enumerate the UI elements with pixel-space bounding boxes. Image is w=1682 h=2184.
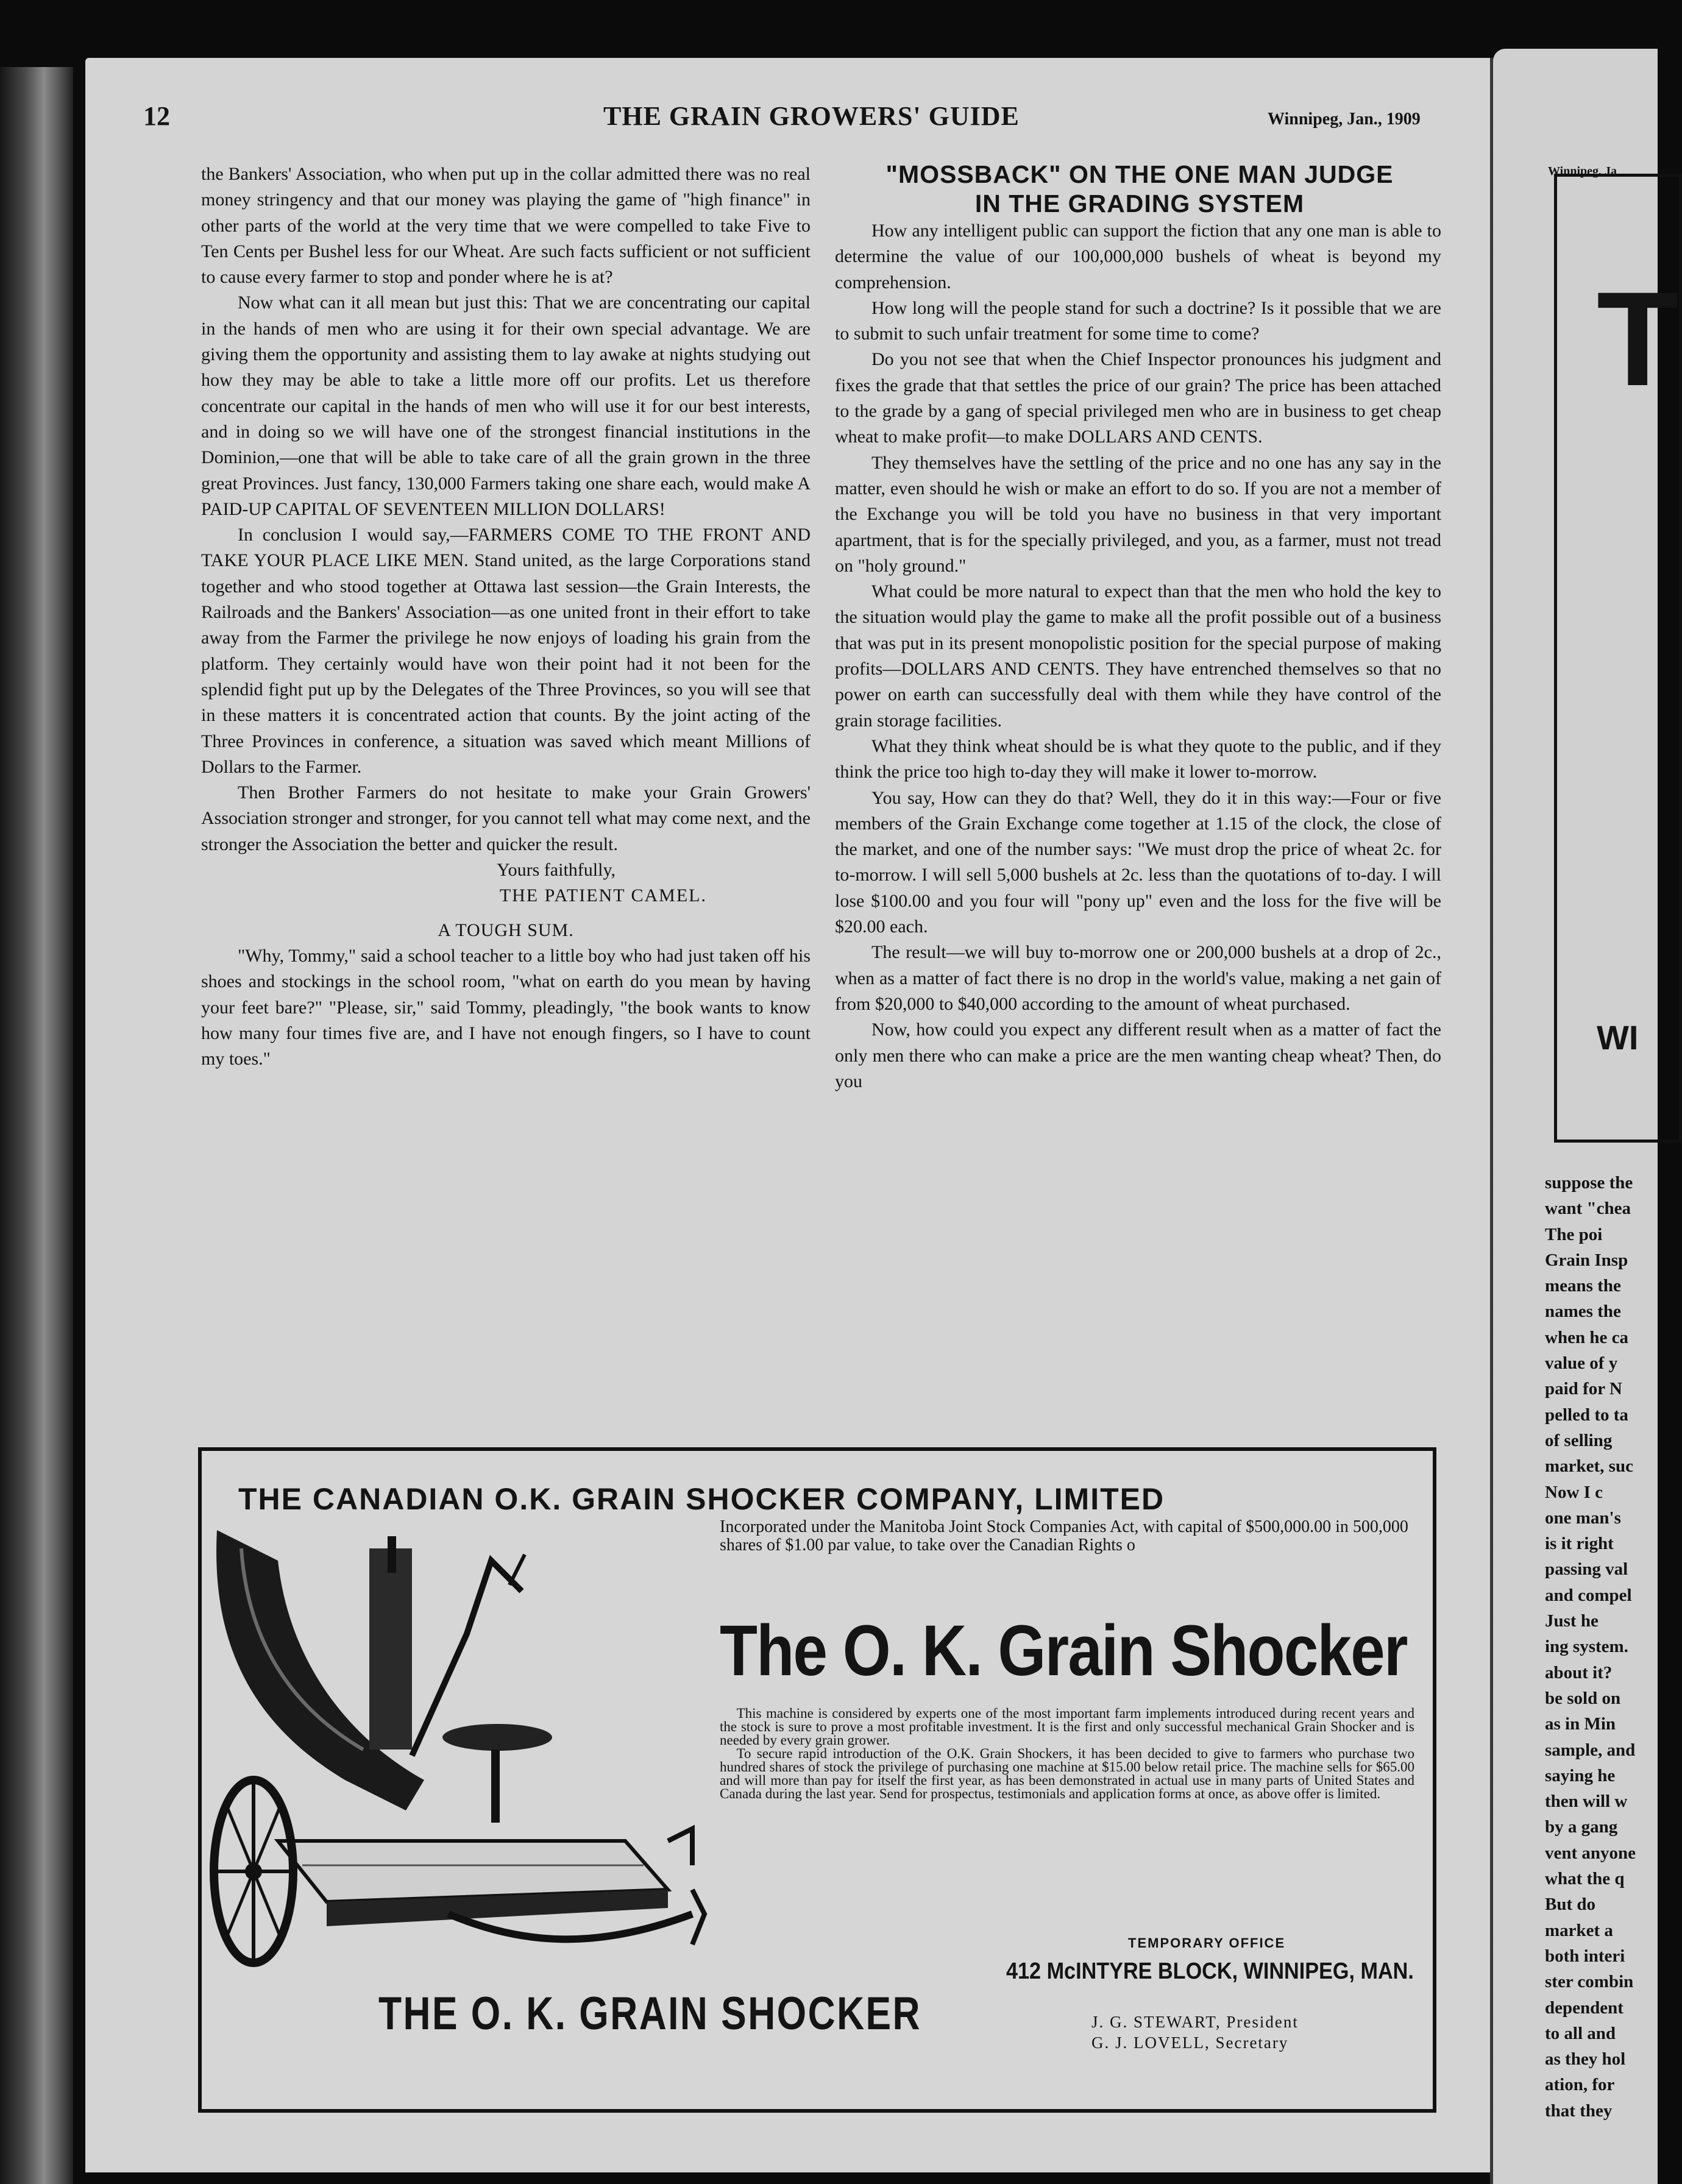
grain-shocker-advertisement bbox=[198, 1447, 1436, 2113]
facing-page-line: Grain Insp bbox=[1545, 1250, 1628, 1270]
facing-page-line: means the bbox=[1545, 1276, 1621, 1296]
facing-page-line: paid for N bbox=[1545, 1379, 1622, 1399]
ad-officers bbox=[1091, 2012, 1299, 2053]
facing-page-line: want "chea bbox=[1545, 1199, 1631, 1219]
facing-page-line: market, suc bbox=[1545, 1456, 1633, 1477]
ad-body-text bbox=[720, 1707, 1414, 1801]
article-paragraph: The result—we will buy to-morrow one or 200,000 bushels at a drop of 2c., when as a matter of fact there is no drop in the world's value, making a net gain of from $20,000 to $40,000 according to the amount of wheat purchased. bbox=[835, 942, 1441, 1014]
facing-page-line: that they bbox=[1545, 2101, 1613, 2121]
letter-paragraph: the Bankers' Association, who when put up in the collar admitted there was no real money stringency and that our money was playing the game of "high finance" in other parts of the world at the very time that we were compelled to take Five to Ten Cents per Bushel less for our Wheat. Are such facts sufficient or not sufficient to cause every farmer to stop and ponder where he is at? bbox=[201, 164, 811, 288]
facing-page-line: names the bbox=[1545, 1302, 1621, 1322]
ad-illustration-caption: THE O. K. GRAIN SHOCKER bbox=[378, 1988, 922, 2040]
article-paragraph: Now, how could you expect any different result when as a matter of fact the only men there who can make a price are the men wanting cheap wheat? Then, do you bbox=[835, 1019, 1441, 1091]
facing-page-line: dependent bbox=[1545, 1998, 1623, 2018]
letter-paragraph: Then Brother Farmers do not hesitate to make your Grain Growers' Association stronger and stronger, for you cannot tell what may come next, and the stronger the Association the better and quicker the result. bbox=[201, 782, 811, 854]
facing-page-line: passing val bbox=[1545, 1559, 1628, 1580]
facing-page-line: The poi bbox=[1545, 1224, 1603, 1244]
book-binding bbox=[0, 67, 73, 2184]
facing-page-ad-letter: T bbox=[1597, 264, 1679, 414]
facing-page-line: of selling bbox=[1545, 1430, 1613, 1450]
facing-page-line: as they hol bbox=[1545, 2049, 1626, 2069]
facing-page-line: about it? bbox=[1545, 1662, 1613, 1682]
facing-page-line: is it right bbox=[1545, 1534, 1614, 1554]
facing-page-line: ster combin bbox=[1545, 1972, 1634, 1992]
facing-page-line: vent anyone bbox=[1545, 1843, 1636, 1863]
facing-page-line: value of y bbox=[1545, 1353, 1618, 1374]
facing-page-line: as in Min bbox=[1545, 1714, 1616, 1734]
facing-page-line: pelled to ta bbox=[1545, 1405, 1628, 1425]
facing-page-line: one man's bbox=[1545, 1508, 1621, 1528]
letter-paragraph: Now what can it all mean but just this: That we are concentrating our capital in the hands of men who are using it for their own special advantage. We are giving them the opportunity and assisting them to lay awake at nights studying out how they may be able to take a little more off our profits. Let us therefore concentrate our capital in the hands of men who will use it for our best interests, and in doing so we will have one of the strongest financial institutions in the Dominion,—one that will be able to take care of all the grain grown in the three great Provinces. Just fancy, 130,000 Farmers taking one share each, would make A PAID-UP CAPITAL OF SEVENTEEN MILLION DOLLARS! bbox=[201, 292, 811, 519]
article-paragraph: They themselves have the settling of the price and no one has any say in the matter, even should he wish or make an effort to do so. If you are not a member of the Exchange you will be told you have no business in that very important apartment, that is for the specially privileged, and you, as a farmer, must not tread on "holy ground." bbox=[835, 452, 1441, 576]
letter-signature: THE PATIENT CAMEL. bbox=[499, 885, 707, 906]
facing-page-line: But do bbox=[1545, 1895, 1596, 1915]
grain-shocker-illustration bbox=[205, 1524, 717, 1975]
article-paragraph: What they think wheat should be is what they quote to the public, and if they think the price too high to-day they will make it lower to-morrow. bbox=[835, 736, 1441, 782]
article-paragraph: What could be more natural to expect than that the men who hold the key to the situation would play the game to make all the profit possible out of a business that was put in its present monopolistic position for the special purpose of making profits—DOLLARS AND CENTS. They have entrenched themselves so that no power on earth can successfully deal with them while they have control of the grain storage facilities. bbox=[835, 581, 1441, 731]
facing-page-line: to all and bbox=[1545, 2023, 1616, 2043]
article-paragraph: How long will the people stand for such a doctrine? Is it possible that we are to submit to such unfair treatment for some time to come? bbox=[835, 297, 1441, 344]
facing-page-line: by a gang bbox=[1545, 1817, 1618, 1837]
facing-page-line: when he ca bbox=[1545, 1327, 1628, 1347]
facing-page-line: suppose the bbox=[1545, 1173, 1633, 1193]
article-paragraph: How any intelligent public can support the fiction that any one man is able to determine the value of our 100,000,000 bushels of wheat is beyond my comprehension. bbox=[835, 221, 1441, 292]
facing-page-ad-word: WI bbox=[1597, 1018, 1639, 1057]
facing-page-line: sample, and bbox=[1545, 1740, 1636, 1760]
facing-page-header: Winnipeg, Ja bbox=[1548, 165, 1617, 178]
ad-secretary: G. J. LOVELL, Secretary bbox=[1091, 2033, 1289, 2052]
ad-body-paragraph: To secure rapid introduction of the O.K. Grain Shockers, it has been decided to give to farmers who purchase two hundred shares of stock the privilege of purchasing one machine at $15.00 below retail price. The machine sells for $65.00 and will more than pay for itself the first year, as has been demonstrated in actual use in many parts of United States and Canada during the last year. Send for prospectus, testimonials and application forms at once, as above offer is limited. bbox=[720, 1746, 1414, 1801]
ad-office-label: TEMPORARY OFFICE bbox=[1128, 1935, 1286, 1951]
facing-page-line: market a bbox=[1545, 1920, 1613, 1940]
ad-president: J. G. STEWART, President bbox=[1091, 2013, 1299, 2031]
facing-page bbox=[1493, 49, 1679, 2184]
facing-page-line: saying he bbox=[1545, 1765, 1616, 1785]
headline-line-2: IN THE GRADING SYSTEM bbox=[974, 190, 1305, 218]
publication-title: THE GRAIN GROWERS' GUIDE bbox=[603, 101, 1020, 131]
letter-paragraph: In conclusion I would say,—FARMERS COME TO THE FRONT AND TAKE YOUR PLACE LIKE MEN. Stand united, as the large Corporations stand together and who stood together at Ottawa last session—the Grain Interests, the Railroads and the Bankers' Association—as one united front in their effort to take away from the Farmer the privilege he now enjoys of loading his grain from the platform. They certainly would have won their point had it not been for the splendid fight put up by the Delegates of the Three Provinces, so you will see that in these matters it is concentrated action that counts. By the joint acting of the Three Provinces in conference, a situation was saved which meant Millions of Dollars to the Farmer. bbox=[201, 525, 811, 777]
letter-closing: Yours faithfully, bbox=[496, 860, 616, 881]
facing-page-text bbox=[1545, 1170, 1667, 2124]
facing-page-line: then will w bbox=[1545, 1792, 1628, 1812]
facing-page-line: ation, for bbox=[1545, 2075, 1615, 2095]
facing-page-line: what the q bbox=[1545, 1869, 1625, 1889]
ad-body-paragraph: This machine is considered by experts one of the most important farm implements introduced during recent years and the stock is sure to prove a most profitable investment. It is the first and only successful mechanical Grain Shocker and is needed by every grain grower. bbox=[720, 1706, 1414, 1748]
facing-page-line: Just he bbox=[1545, 1611, 1599, 1631]
facing-page-line: Now I c bbox=[1545, 1482, 1603, 1502]
ad-incorporation-note: Incorporated under the Manitoba Joint Stock Companies Act, with capital of $500,000.00 in 500,000 shares of $1.00 par value, to take over the Canadian Rights o bbox=[720, 1517, 1408, 1555]
headline-line-1: "MOSSBACK" ON THE ONE MAN JUDGE bbox=[885, 160, 1394, 188]
facing-page-line: both interi bbox=[1545, 1946, 1625, 1966]
letter-column bbox=[201, 161, 811, 1072]
ad-office-address: 412 McINTYRE BLOCK, WINNIPEG, MAN. bbox=[1006, 1959, 1414, 1984]
article-headline bbox=[835, 160, 1444, 218]
ad-company-name: THE CANADIAN O.K. GRAIN SHOCKER COMPANY, LIMITED bbox=[238, 1482, 1165, 1516]
facing-page-line: and compel bbox=[1545, 1585, 1632, 1605]
facing-page-line: ing system. bbox=[1545, 1637, 1628, 1657]
issue-date: Winnipeg, Jan., 1909 bbox=[1268, 110, 1421, 129]
anecdote-title: A TOUGH SUM. bbox=[438, 920, 574, 940]
page-number: 12 bbox=[143, 101, 170, 131]
article-column bbox=[835, 218, 1441, 1094]
article-paragraph: Do you not see that when the Chief Inspector pronounces his judgment and fixes the grade that that settles the price of our grain? The price has been attached to the grade by a gang of special privileged men who are in business to get cheap wheat to make profit—to make DOLLARS AND CENTS. bbox=[835, 349, 1441, 447]
anecdote-text: "Why, Tommy," said a school teacher to a little boy who had just taken off his shoes and stockings in the school room, "what on earth do you mean by having your feet bare?" "Please, sir," said Tommy, pleadingly, "the book wants to know how many four times five are, and I have not enough fingers, so I have to count my toes." bbox=[201, 945, 811, 1069]
article-paragraph: You say, How can they do that? Well, they do it in this way:—Four or five members of the Grain Exchange come together at 1.15 of the clock, the close of the market, and one of the number says: "We must drop the price of wheat 2c. for to-morrow. I will sell 5,000 bushels at 2c. less than the quotations of to-day. I will lose $100.00 and you four will "pony up" even and the loss for the five will be $20.00 each. bbox=[835, 787, 1441, 937]
ad-product-name: The O. K. Grain Shocker bbox=[720, 1611, 1407, 1691]
facing-page-line: be sold on bbox=[1545, 1688, 1621, 1708]
